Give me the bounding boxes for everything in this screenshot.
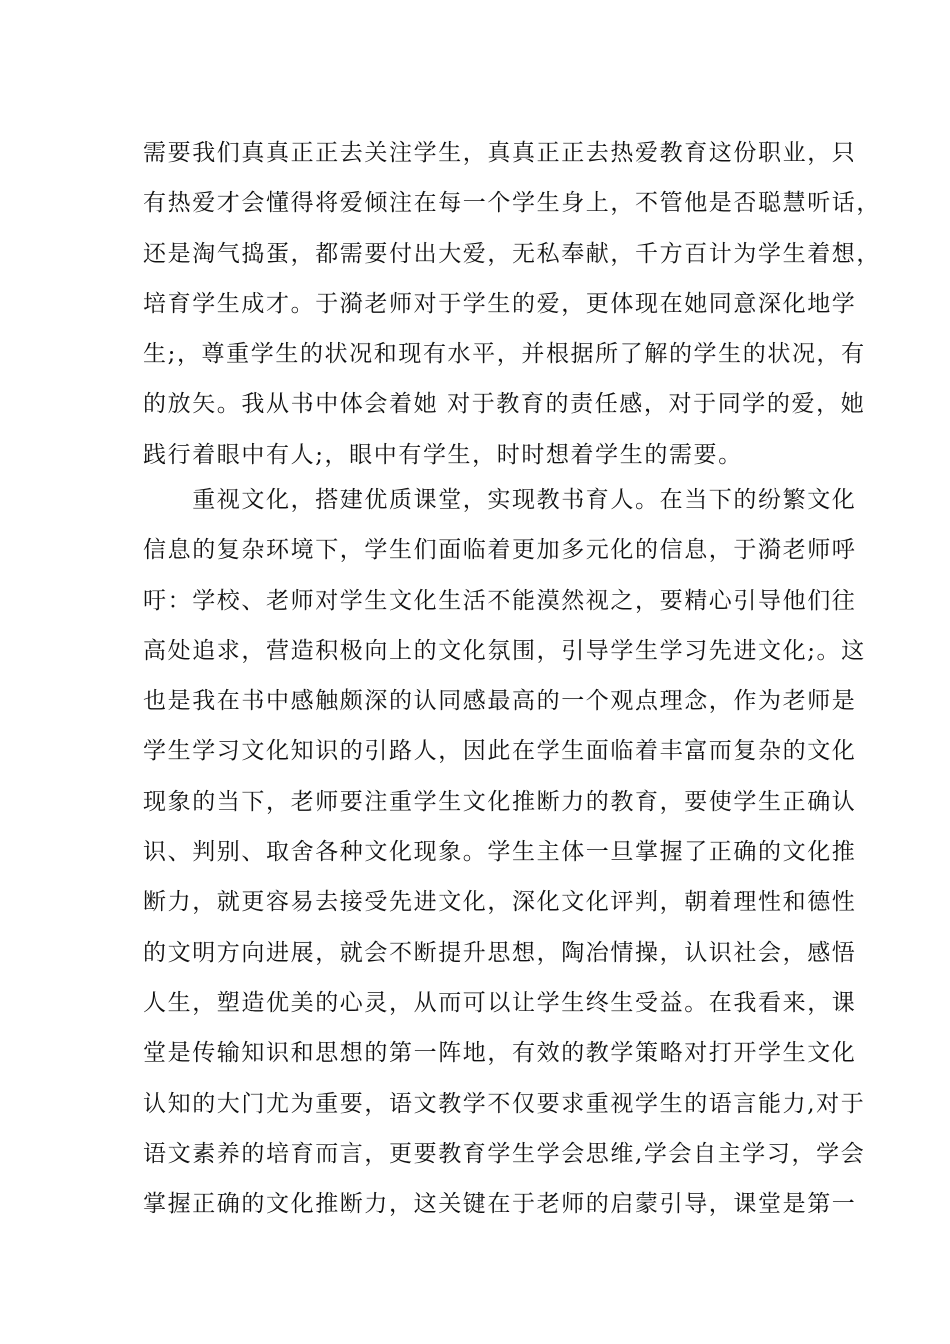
- text-line: 认知的大门尤为重要，语文教学不仅要求重视学生的语言能力,对于: [143, 1090, 866, 1117]
- text-line: 识、判别、取舍各种文化现象。学生主体一旦掌握了正确的文化推: [143, 839, 857, 866]
- text-line: 生;，尊重学生的状况和现有水平，并根据所了解的学生的状况，有: [143, 341, 866, 368]
- text-line: 学生学习文化知识的引路人，因此在学生面临着丰富而复杂的文化: [143, 738, 857, 765]
- text-line: 有热爱才会懂得将爱倾注在每一个学生身上，不管他是否聪慧听话，: [143, 190, 881, 217]
- text-line: 还是淘气捣蛋，都需要付出大爱，无私奉献，千方百计为学生着想，: [143, 240, 881, 267]
- text-line: 信息的复杂环境下，学生们面临着更加多元化的信息，于漪老师呼: [143, 537, 857, 564]
- paragraph-1: [143, 128, 881, 480]
- paragraph-2: [143, 475, 866, 1229]
- text-line: 需要我们真真正正去关注学生，真真正正去热爱教育这份职业，只: [143, 140, 857, 166]
- text-line: 的放矢。我从书中体会着她 对于教育的责任感，对于同学的爱，她: [143, 391, 866, 418]
- text-line: 人生，塑造优美的心灵，从而可以让学生终生受益。在我看来，课: [143, 989, 857, 1016]
- text-line: 语文素养的培育而言，更要教育学生学会思维,学会自主学习，学会: [143, 1140, 866, 1167]
- text-line: 吁：学校、老师对学生文化生活不能漠然视之，要精心引导他们往: [143, 587, 857, 614]
- text-line: 培育学生成才。于漪老师对于学生的爱，更体现在她同意深化地学: [143, 290, 857, 317]
- text-line: 践行着眼中有人;，眼中有学生，时时想着学生的需要。: [143, 441, 743, 468]
- text-line: 堂是传输知识和思想的第一阵地，有效的教学策略对打开学生文化: [143, 1040, 857, 1067]
- text-line: 重视文化，搭建优质课堂，实现教书育人。在当下的纷繁文化: [143, 487, 857, 513]
- text-line: 掌握正确的文化推断力，这关键在于老师的启蒙引导，课堂是第一: [143, 1191, 857, 1218]
- text-line: 的文明方向进展，就会不断提升思想，陶冶情操，认识社会，感悟: [143, 939, 857, 966]
- text-line: 也是我在书中感触颇深的认同感最高的一个观点理念，作为老师是: [143, 688, 857, 715]
- text-line: 现象的当下，老师要注重学生文化推断力的教育，要使学生正确认: [143, 788, 857, 815]
- text-line: 断力，就更容易去接受先进文化，深化文化评判，朝着理性和德性: [143, 889, 857, 916]
- text-line: 高处追求，营造积极向上的文化氛围，引导学生学习先进文化;。这: [143, 637, 866, 664]
